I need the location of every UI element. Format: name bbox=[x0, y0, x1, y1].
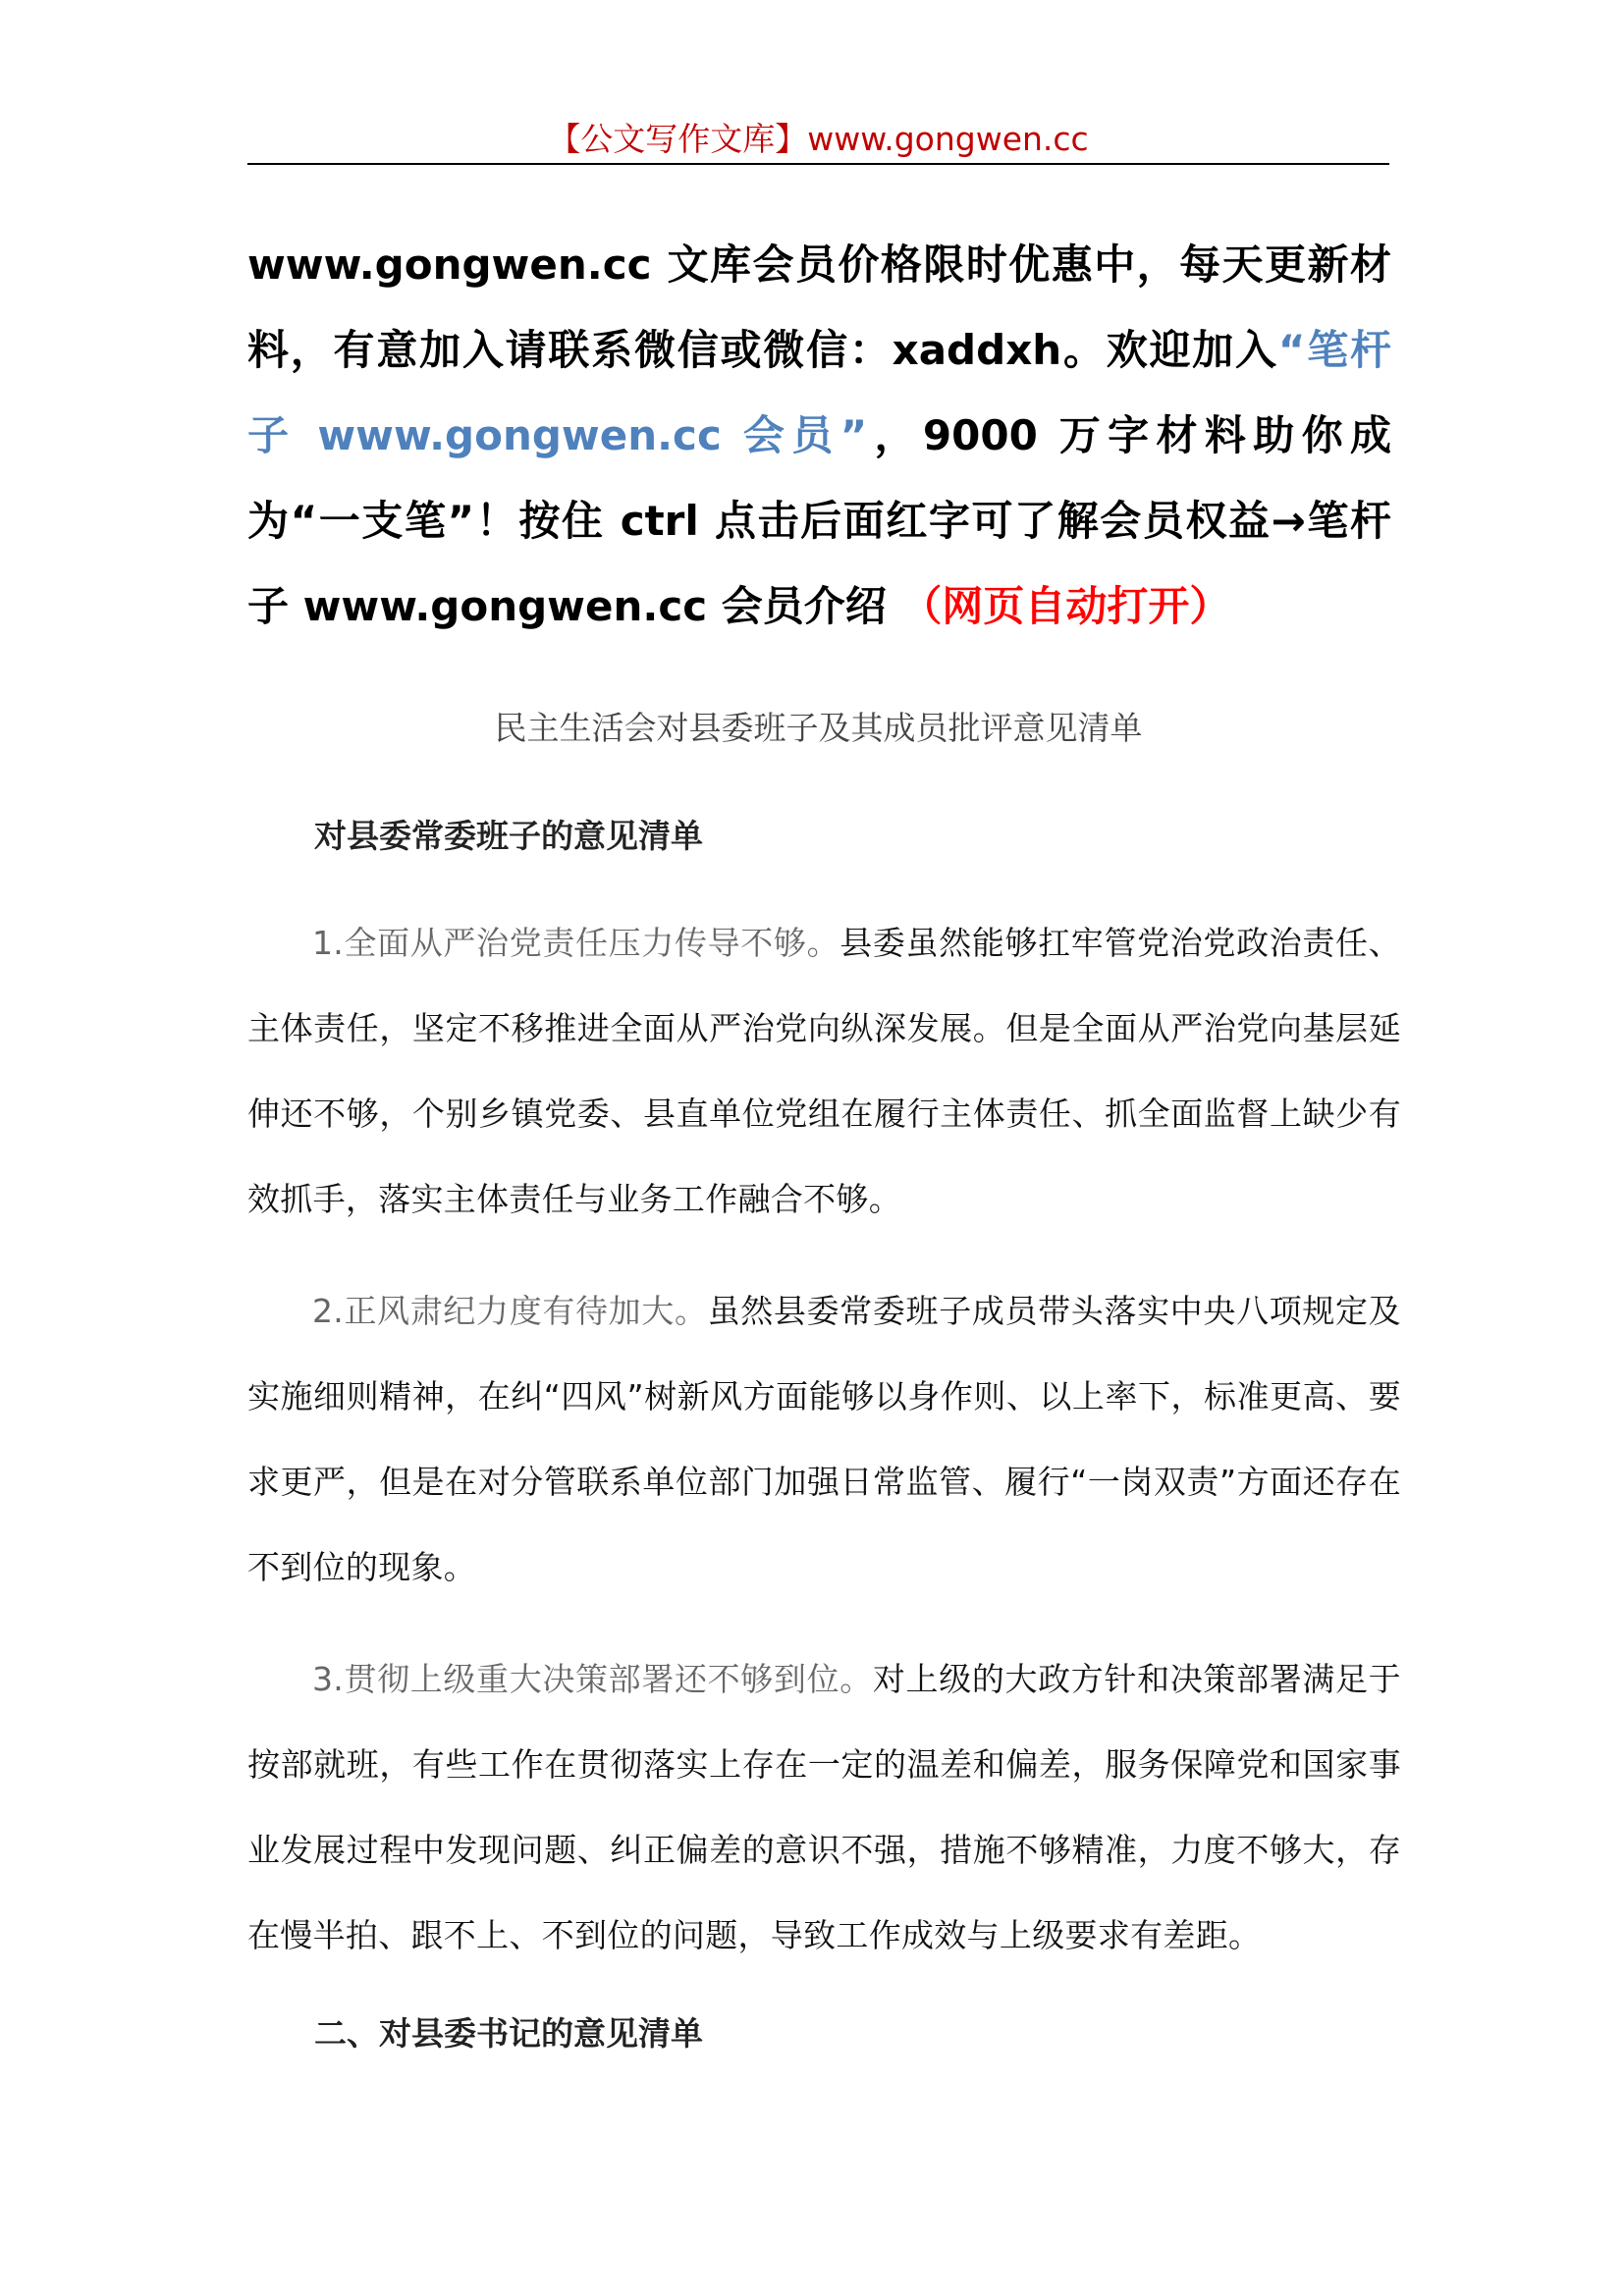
section-heading-committee: 对县委常委班子的意见清单 bbox=[314, 817, 703, 855]
list-item bbox=[247, 1636, 1401, 1978]
promo-open-link[interactable]: （网页自动打开） bbox=[900, 582, 1231, 630]
promo-member-highlight: “笔杆子 www.gongwen.cc 会员” bbox=[247, 326, 1391, 459]
header-text: 【公文写作文库】www.gongwen.cc bbox=[548, 120, 1089, 158]
item-lead: 1.全面从严治党责任压力传导不够。 bbox=[312, 924, 840, 962]
section-heading-secretary: 二、对县委书记的意见清单 bbox=[314, 2014, 703, 2053]
item-lead: 3.贯彻上级重大决策部署还不够到位。 bbox=[312, 1660, 873, 1698]
promo-text-part1: www.gongwen.cc 文库会员价格限时优惠中，每天更新材料，有意加入请联系微信或微信：xaddxh。欢迎加入 bbox=[247, 240, 1391, 374]
document-title: 民主生活会对县委班子及其成员批评意见清单 bbox=[494, 709, 1143, 747]
item-body: 对上级的大政方针和决策部署满足于按部就班，有些工作在贯彻落实上存在一定的温差和偏差，服务保障党和国家事业发展过程中发现问题、纠正偏差的意识不强，措施不够精准，力度不够大，存在慢半拍、跟不上、不到位的问题，导致工作成效与上级要求有差距。 bbox=[247, 1660, 1401, 1954]
item-body: 县委虽然能够扛牢管党治党政治责任、主体责任，坚定不移推进全面从严治党向纵深发展。但是全面从严治党向基层延伸还不够，个别乡镇党委、县直单位党组在履行主体责任、抓全面监督上缺少有效抓手，落实主体责任与业务工作融合不够。 bbox=[247, 924, 1401, 1218]
item-lead: 2.正风肃纪力度有待加大。 bbox=[312, 1292, 708, 1330]
page-header bbox=[247, 116, 1389, 165]
list-item bbox=[247, 900, 1401, 1242]
promo-banner bbox=[247, 222, 1391, 649]
item-body: 虽然县委常委班子成员带头落实中央八项规定及实施细则精神，在纠“四风”树新风方面能够以身作则、以上率下，标准更高、要求更严，但是在对分管联系单位部门加强日常监管、履行“一岗双责”方面还存在不到位的现象。 bbox=[247, 1292, 1401, 1586]
promo-text-part2: ，9000 万字材料助你成为“一支笔”！按住 ctrl 点击后面红字可了解会员权益→笔杆子 www.gongwen.cc 会员介绍 bbox=[247, 411, 1391, 630]
list-item bbox=[247, 1268, 1401, 1610]
